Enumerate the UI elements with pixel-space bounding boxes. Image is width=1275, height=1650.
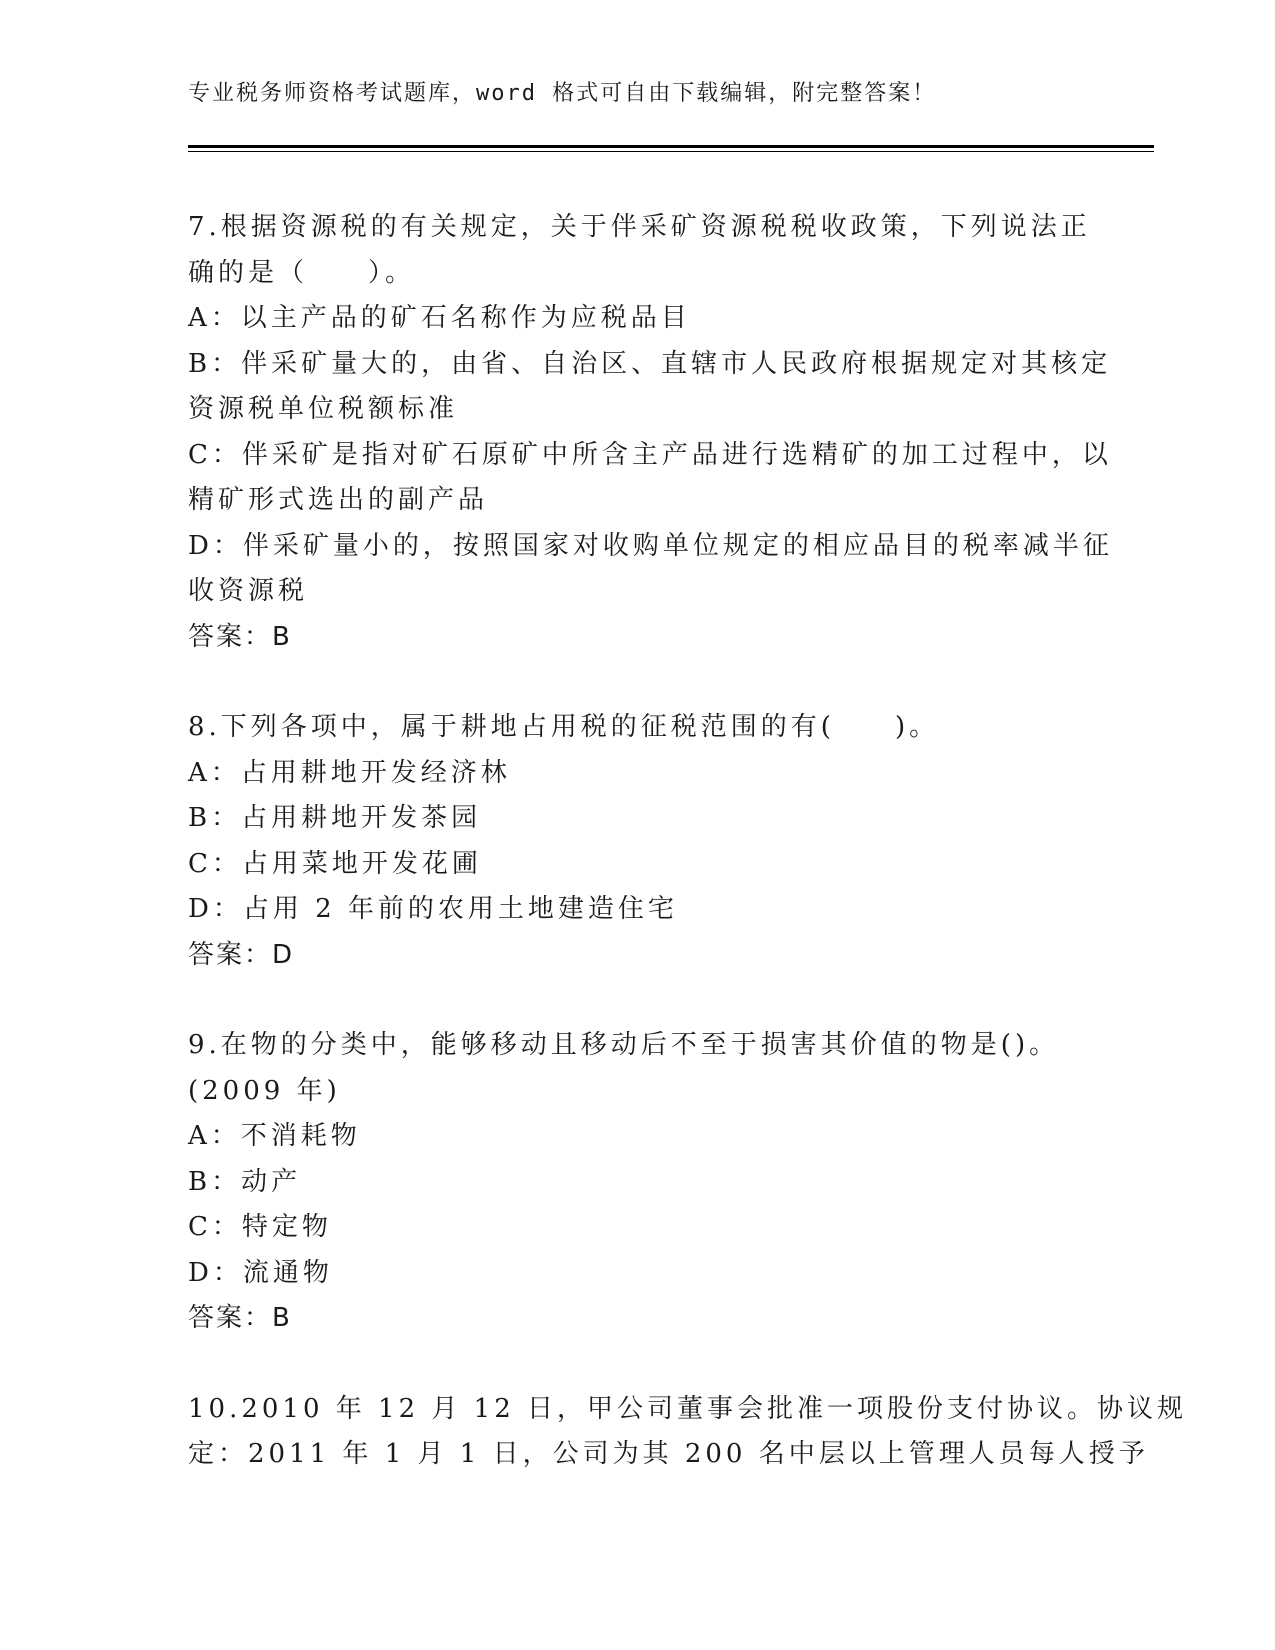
option-b-continued: 资源税单位税额标准 <box>188 394 459 424</box>
answer: 答案：B <box>188 621 292 652</box>
option-d: D：伴采矿量小的，按照国家对收购单位规定的相应品目的税率减半征 <box>188 530 1113 561</box>
header-rule-thick <box>188 145 1154 148</box>
question-stem: 10.2010 年 12 月 12 日，甲公司董事会批准一项股份支付协议。协议规 <box>188 1393 1188 1424</box>
question-stem: 8.下列各项中，属于耕地占用税的征税范围的有( )。 <box>188 712 940 742</box>
option-a: A：以主产品的矿石名称作为应税品目 <box>188 303 691 333</box>
spacer <box>188 1342 1088 1387</box>
question-stem: 9.在物的分类中，能够移动且移动后不至于损害其价值的物是()。 <box>188 1030 1060 1060</box>
question-stem: (2009 年) <box>188 1075 341 1106</box>
option-d-continued: 收资源税 <box>188 576 309 606</box>
spacer <box>188 978 1088 1023</box>
option-d: D：占用 2 年前的农用土地建造住宅 <box>188 894 678 924</box>
option-d: D：流通物 <box>188 1257 333 1288</box>
question-8 <box>188 705 1088 978</box>
option-c: C：特定物 <box>188 1212 332 1242</box>
option-b: B：占用耕地开发茶园 <box>188 803 482 833</box>
answer: 答案：D <box>188 939 295 970</box>
page-header: 专业税务师资格考试题库，word 格式可自由下载编辑，附完整答案！ <box>188 81 937 106</box>
spacer <box>188 660 1088 705</box>
question-stem: 确的是（ ）。 <box>188 257 416 288</box>
answer: 答案：B <box>188 1303 292 1333</box>
question-10 <box>188 1387 1188 1478</box>
option-a: A：占用耕地开发经济林 <box>188 757 511 788</box>
header-rule-thin <box>188 151 1154 152</box>
question-9 <box>188 1023 1088 1342</box>
question-stem: 定：2011 年 1 月 1 日，公司为其 200 名中层以上管理人员每人授予 <box>188 1439 1149 1469</box>
option-c: C：占用菜地开发花圃 <box>188 848 482 879</box>
question-7 <box>188 205 1113 660</box>
option-b: B：伴采矿量大的，由省、自治区、直辖市人民政府根据规定对其核定 <box>188 348 1112 379</box>
question-stem: 7.根据资源税的有关规定，关于伴采矿资源税税收政策，下列说法正 <box>188 212 1091 242</box>
option-c: C：伴采矿是指对矿石原矿中所含主产品进行选精矿的加工过程中，以 <box>188 439 1112 470</box>
option-a: A：不消耗物 <box>188 1121 361 1151</box>
option-b: B：动产 <box>188 1166 302 1197</box>
option-c-continued: 精矿形式选出的副产品 <box>188 485 489 515</box>
question-list <box>188 205 1188 1478</box>
